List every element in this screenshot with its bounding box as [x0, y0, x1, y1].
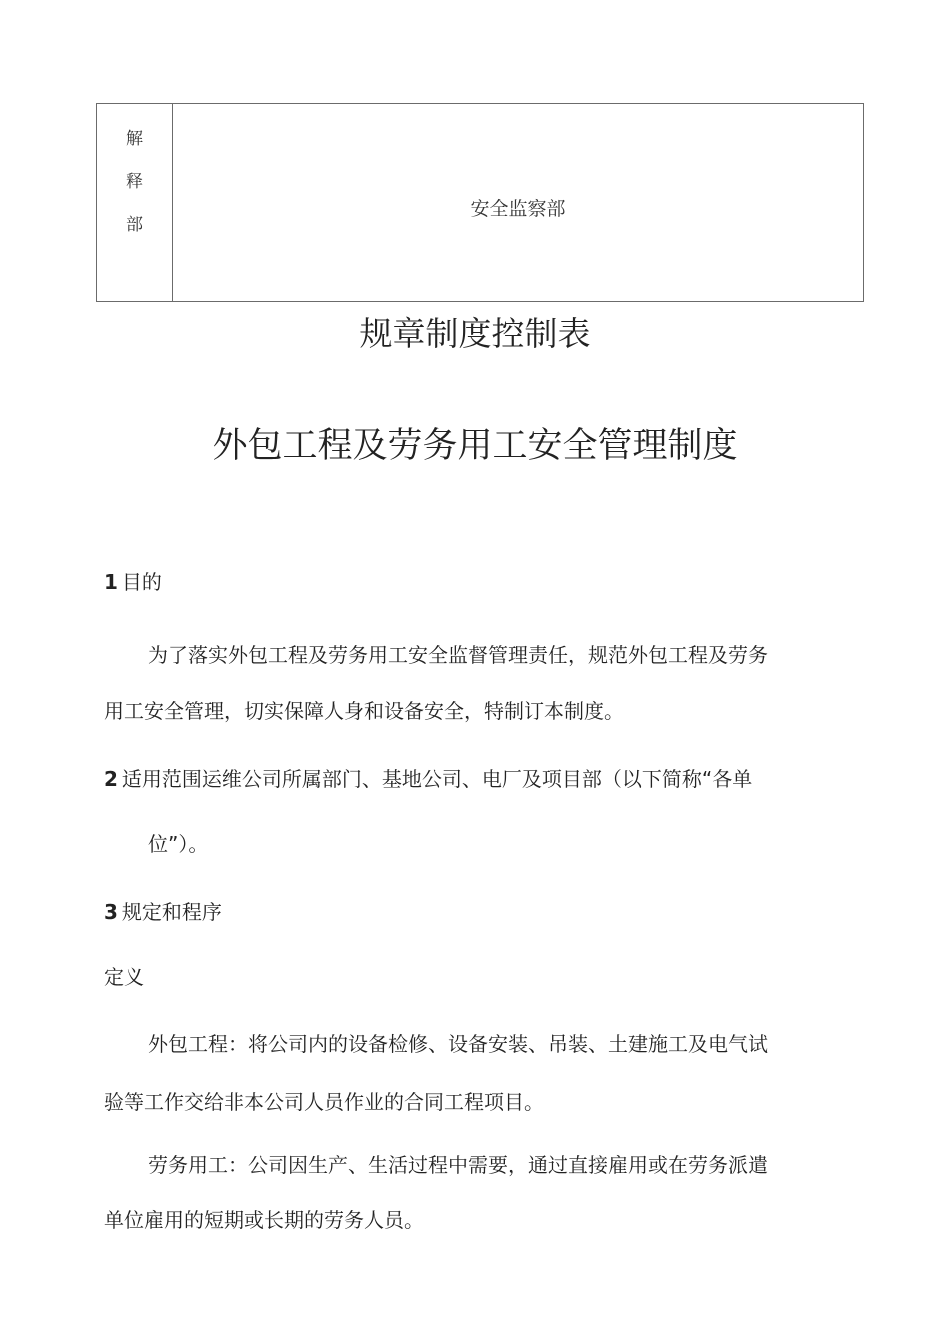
definition-2-line-2: 单位雇用的短期或长期的劳务人员。 [104, 1208, 424, 1232]
section-3-heading [104, 897, 222, 927]
section-2-heading-line-2: 位”）。 [148, 832, 209, 856]
section-title: 规定和程序 [121, 900, 222, 924]
definition-1-line-1: 外包工程：将公司内的设备检修、设备安装、吊装、土建施工及电气试 [148, 1032, 768, 1056]
section-title: 适用范围运维公司所属部门、基地公司、电厂及项目部（以下简称“各单 [121, 767, 753, 791]
control-table [96, 103, 864, 302]
section-3-subheading: 定义 [104, 965, 144, 989]
department-value: 安全监察部 [470, 198, 566, 220]
definition-1-line-2: 验等工作交给非本公司人员作业的合同工程项目。 [104, 1090, 544, 1114]
section-number: 1 [104, 570, 118, 594]
document-subtitle: 外包工程及劳务用工安全管理制度 [212, 426, 738, 466]
label-char: 解 [126, 129, 143, 149]
label-char: 释 [126, 172, 143, 192]
document-title: 规章制度控制表 [359, 314, 591, 353]
section-1-heading [104, 567, 162, 597]
control-table-label-cell [97, 104, 173, 301]
control-table-value-cell [173, 104, 863, 301]
definition-2-line-1: 劳务用工：公司因生产、生活过程中需要，通过直接雇用或在劳务派遣 [148, 1153, 768, 1177]
section-title: 目的 [121, 570, 162, 594]
section-2-heading [104, 764, 752, 794]
section-number: 2 [104, 767, 118, 791]
label-char: 部 [126, 215, 143, 235]
section-1-paragraph-line-2: 用工安全管理，切实保障人身和设备安全，特制订本制度。 [104, 699, 624, 723]
section-number: 3 [104, 900, 118, 924]
section-1-paragraph-line-1: 为了落实外包工程及劳务用工安全监督管理责任，规范外包工程及劳务 [148, 643, 768, 667]
